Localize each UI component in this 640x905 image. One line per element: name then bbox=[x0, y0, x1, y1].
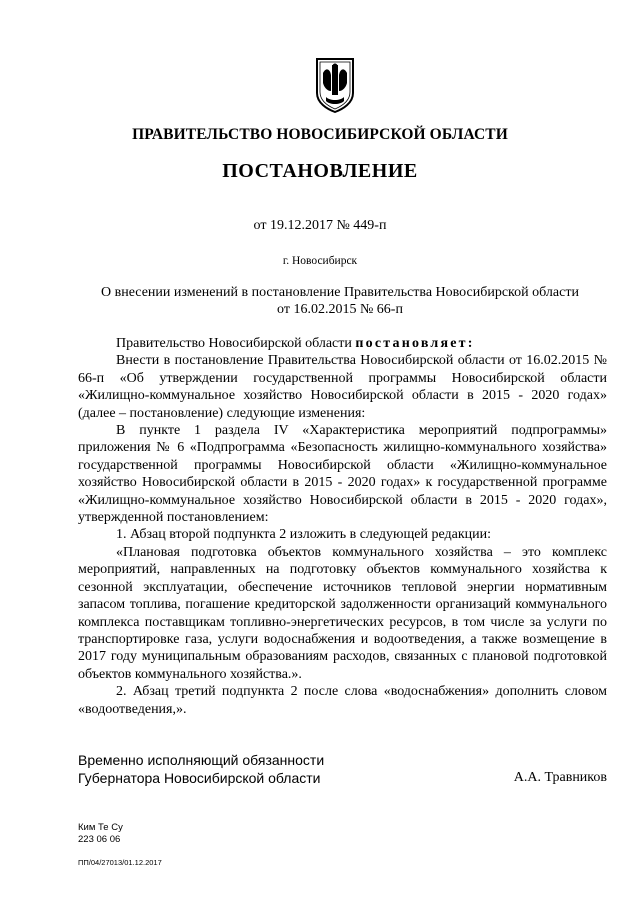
intro-resolves: постановляет: bbox=[355, 336, 475, 351]
signer-position-line-1: Временно исполняющий обязанности bbox=[78, 752, 325, 768]
resolution-intro bbox=[78, 335, 607, 352]
coat-of-arms-icon bbox=[313, 57, 357, 113]
executor-block bbox=[78, 822, 123, 846]
paragraph-5: 2. Абзац третий подпункта 2 после слова «водоснабжения» дополнить словом «водоотведения,». bbox=[78, 684, 607, 717]
signer-name: А.А. Травников bbox=[513, 770, 607, 785]
document-type: ПОСТАНОВЛЕНИЕ bbox=[222, 160, 418, 182]
document-body bbox=[78, 335, 607, 718]
paragraph-2: В пункте 1 раздела IV «Характеристика мероприятий подпрограммы» приложения № 6 «Подпрограмма «Безопасность жилищно-коммунального хозяйства» государственной программы Новосибирской области «Жилищно-коммунальное хозяйство Новосибирской области в 2015 - 2020 годах» к государственной программе «Жилищно-коммунальное хозяйство Новосибирской области в 2015 - 2020 годах», утвержденной постановлением: bbox=[78, 423, 607, 526]
subject-line-1: О внесении изменений в постановление Правительства Новосибирской области bbox=[101, 285, 579, 300]
paragraph-1: Внести в постановление Правительства Новосибирской области от 16.02.2015 № 66-п «Об утверждении государственной программы Новосибирской области «Жилищно-коммунальное хозяйство Новосибирской области в 2015 - 2020 годах» (далее – постановление) следующие изменения: bbox=[78, 353, 607, 421]
executor-name: Ким Те Су bbox=[78, 822, 123, 833]
document-registration-number: ПП/04/27013/01.12.2017 bbox=[78, 858, 162, 867]
paragraph-3: 1. Абзац второй подпункта 2 изложить в следующей редакции: bbox=[116, 527, 492, 543]
government-title: ПРАВИТЕЛЬСТВО НОВОСИБИРСКОЙ ОБЛАСТИ bbox=[132, 126, 508, 143]
document-subject bbox=[60, 284, 620, 318]
intro-prefix: Правительство Новосибирской области bbox=[116, 336, 356, 351]
signature-block bbox=[78, 751, 607, 787]
document-date-number: от 19.12.2017 № 449-п bbox=[253, 218, 387, 233]
subject-line-2: от 16.02.2015 № 66-п bbox=[277, 302, 403, 317]
document-city: г. Новосибирск bbox=[282, 255, 358, 267]
signer-position-line-2: Губернатора Новосибирской области bbox=[78, 770, 321, 786]
executor-phone: 223 06 06 bbox=[78, 834, 121, 845]
paragraph-4: «Плановая подготовка объектов коммунального хозяйства – это комплекс мероприятий, направленных на подготовку объектов коммунального хозяйства к сезонной эксплуатации, обеспечение источников тепловой энергии нормативным запасом топлива, погашение кредиторской задолженности организаций коммунального комплекса поставщикам топливно-энергетических ресурсов, в том числе за услуги по транспортировке газа, услуги водоснабжения и водоотведения, а также возмещение в 2017 году муниципальным образованиям расходов, связанных с плановой подготовкой объектов коммунального хозяйства.». bbox=[78, 544, 607, 682]
